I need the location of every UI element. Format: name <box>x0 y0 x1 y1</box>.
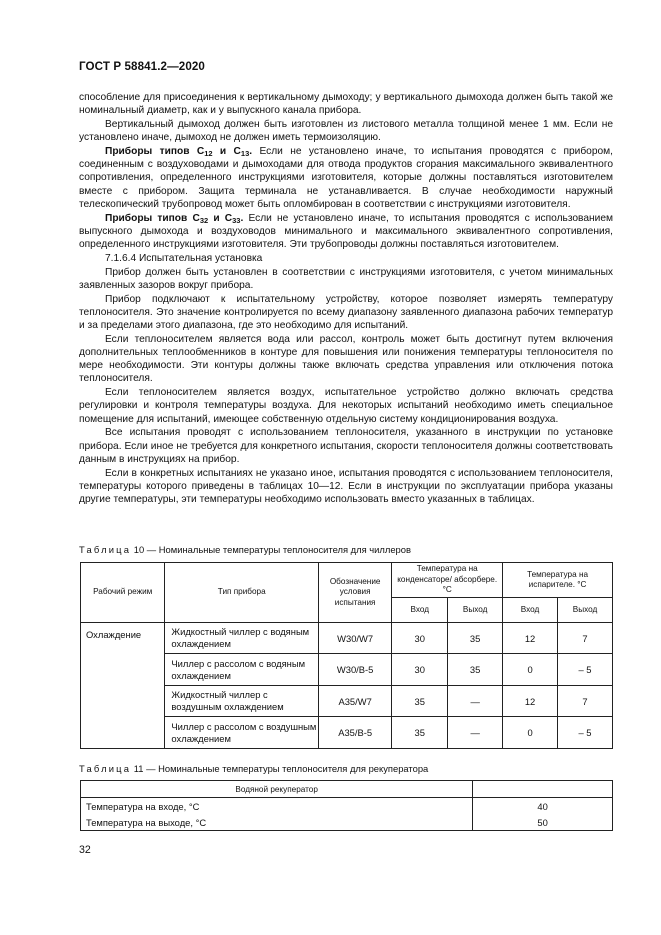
bold-lead: Приборы типов $С_{32}$ и $С_{33}$. <box>105 212 244 225</box>
evap-in-cell: 0 <box>503 654 558 686</box>
paragraph: Прибор подключают к испытательному устройству, которое позволяет измерять температуру теплоносителя. Это значение контролируется по всему диапазону заявленного диапазона рабочих температур и за пределами этого диапазона, где это необходимо для испытаний. <box>79 293 613 332</box>
evap-out-cell: – 5 <box>558 717 613 749</box>
paragraph: Если в конкретных испытаниях не указано иное, испытания проводятся с использованием теплоносителя, температуры которого приведены в таблицах 10—12. Если в инструкции по эксплуатации прибора указаны другие температуры, эти температуры необходимо использовать вместо указанных в таблицах. <box>79 467 613 506</box>
header-mode: Рабочий режим <box>81 563 165 623</box>
cond-in-cell: 30 <box>392 623 448 654</box>
paragraph: Вертикальный дымоход должен быть изготовлен из листового металла толщиной менее 1 мм. Если не установлено иначе, дымоход не должен иметь термоизоляцию. <box>79 119 613 144</box>
cond-in-cell: 35 <box>392 717 448 749</box>
evap-out-cell: 7 <box>558 686 613 717</box>
type-cell: Чиллер с рассолом с водяным охлаждением <box>165 654 319 686</box>
table-chillers <box>80 562 613 749</box>
evap-out-cell: – 5 <box>558 654 613 686</box>
table-row <box>81 623 613 654</box>
paragraph: Если теплоносителем является воздух, испытательное устройство должно включать средства регулировки и контроля температуры воздуха. Для некоторых испытаний необходимо иметь специальное помещение для испытаний, имеющее собственную отдельную систему кондиционирования воздуха. <box>79 387 613 425</box>
paragraph-c12-c13: Приборы типов $С_{12}$ и $С_{13}$. Если не установлено иначе, то испытания проводятся с прибором, соединенным с воздуховодами и дымоходами для отвода продуктов сгорания максимального эквивалентного сопротивления, определенного инструкциями изготовителя, которые должны поставляться изготовителем вместе с прибором. Защита терминала не устанавливается. В случае необходимости наружный телескопический трубопровод может быть опломбирован в соответствии с инструкциями изготовителя. <box>79 146 613 210</box>
cond-out-cell: — <box>448 686 503 717</box>
paragraph: Все испытания проводят с использованием теплоносителя, указанного в инструкции по установке прибора. Если иное не требуется для конкретного испытания, скорости теплоносителя должны соответствовать данным в инструкциях на прибор. <box>79 427 613 465</box>
paragraph: Если теплоносителем является вода или рассол, контроль может быть достигнут путем включения дополнительных теплообменников в контуре для повышения или понижения температуры теплоносителя по мере необходимости. Эти контуры должны также включать средства управления или отключения потока теплоносителя. <box>79 333 613 385</box>
section-heading: 7.1.6.4 Испытательная установка <box>105 252 263 264</box>
row-value: 40 <box>473 798 613 815</box>
table-row <box>81 814 613 831</box>
cond-in-cell: 30 <box>392 654 448 686</box>
paragraph: Прибор должен быть установлен в соответствии с инструкциями изготовителя, с учетом минимальных заявленных зазоров вокруг прибора. <box>79 266 613 291</box>
header-out: Выход <box>448 598 503 623</box>
page-number: 32 <box>79 844 91 856</box>
evap-in-cell: 12 <box>503 686 558 717</box>
document-header: ГОСТ Р 58841.2—2020 <box>79 60 205 73</box>
header-evaporator: Температура на испарителе. °С <box>503 563 613 598</box>
designation-cell: W30/W7 <box>319 623 392 654</box>
header-type: Тип прибора <box>165 563 319 623</box>
evap-in-cell: 0 <box>503 717 558 749</box>
evap-in-cell: 12 <box>503 623 558 654</box>
header-condenser: Температура на конденсаторе/ абсорбере. °С <box>392 563 503 598</box>
row-label: Температура на входе, °С <box>81 798 473 815</box>
table10-caption: Таблица 10 — Номинальные температуры теплоносителя для чиллеров <box>79 544 411 555</box>
header-designation: Обозначение условия испытания <box>319 563 392 623</box>
row-value: 50 <box>473 814 613 831</box>
evap-out-cell: 7 <box>558 623 613 654</box>
table-row <box>81 798 613 815</box>
cond-out-cell: — <box>448 717 503 749</box>
cond-out-cell: 35 <box>448 654 503 686</box>
table11-caption: Таблица 11 — Номинальные температуры теплоносителя для рекуператора <box>79 763 429 774</box>
cond-in-cell: 35 <box>392 686 448 717</box>
header-empty <box>473 781 613 798</box>
designation-cell: W30/B-5 <box>319 654 392 686</box>
type-cell: Жидкостный чиллер с воздушным охлаждением <box>165 686 319 717</box>
header-in: Вход <box>392 598 448 623</box>
body-text <box>79 91 613 507</box>
table-recuperator <box>80 780 613 831</box>
type-cell: Чиллер с рассолом с воздушным охлаждением <box>165 717 319 749</box>
bold-lead: Приборы типов $С_{12}$ и $С_{13}$. <box>105 146 253 158</box>
paragraph: способление для присоединения к вертикальному дымоходу; у вертикального дымохода должен быть такой же номинальный диаметр, как и у выпускного канала прибора. <box>79 92 613 117</box>
header-in: Вход <box>503 598 558 623</box>
type-cell: Жидкостный чиллер с водяным охлаждением <box>165 623 319 654</box>
mode-cell: Охлаждение <box>81 623 165 749</box>
header-recuperator: Водяной рекуператор <box>81 781 473 798</box>
designation-cell: A35/W7 <box>319 686 392 717</box>
paragraph-c32-c33: Приборы типов $С_{32}$ и $С_{33}$. Если не установлено иначе, то испытания проводятся с использованием выпускного дымохода и воздуховодов минимального и максимального эквивалентного сопротивления, определенного инструкциями изготовителя. Эти трубопроводы должны поставляться изготовителем. <box>79 212 613 251</box>
row-label: Температура на выходе, °С <box>81 814 473 831</box>
designation-cell: A35/B-5 <box>319 717 392 749</box>
cond-out-cell: 35 <box>448 623 503 654</box>
header-out: Выход <box>558 598 613 623</box>
